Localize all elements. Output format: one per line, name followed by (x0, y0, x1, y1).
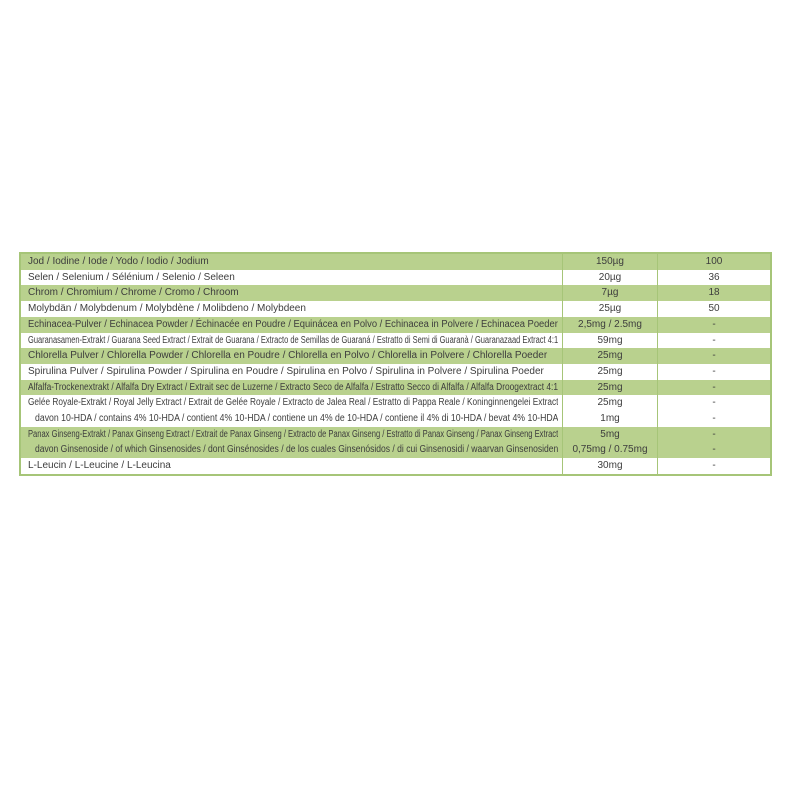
nrv-percent-cell (658, 317, 770, 333)
ingredient-name-cell (21, 348, 563, 364)
ingredient-name-cell (21, 285, 563, 301)
table-cell-line: 1mg (600, 413, 620, 425)
table-cell-line: 30mg (597, 460, 623, 472)
table-cell-line: Chlorella Pulver / Chlorella Powder / Chlorella en Poudre / Chlorella en Polvo / Chlorella in Polvere / Chlorella Poeder (28, 350, 548, 362)
nrv-percent-cell (658, 380, 770, 396)
table-cell-line: Selen / Selenium / Sélénium / Selenio / Seleen (28, 271, 235, 283)
table-cell-line: Echinacea-Pulver / Echinacea Powder / Échinacée en Poudre / Equinácea en Polvo / Echinacea in Polvere / Echinacea Poeder (28, 318, 558, 330)
table-cell-line: - (712, 365, 716, 377)
table-cell-line: 150µg (595, 256, 624, 267)
nrv-percent-cell (658, 458, 770, 474)
table-cell-line: Chrom / Chromium / Chrome / Cromo / Chroom (28, 287, 239, 299)
table-row (21, 380, 770, 396)
table-cell-line: - (712, 350, 716, 362)
table-row (21, 333, 770, 349)
table-cell-line: 0,75mg / 0.75mg (572, 444, 648, 456)
amount-cell (563, 317, 658, 333)
table-cell-line: Molybdän / Molybdenum / Molybdène / Molibdeno / Molybdeen (28, 303, 306, 315)
amount-cell (563, 364, 658, 380)
table-row (21, 395, 770, 426)
table-cell-line: 25mg (597, 365, 623, 377)
nrv-percent-cell (658, 427, 770, 458)
table-cell-line: Guaranasamen-Extrakt / Guarana Seed Extract / Extrait de Guarana / Extracto de Semillas de Guaraná / Estratto di Semi di Guaranà / Guaranazaad Extract 4:1 (28, 334, 558, 346)
ingredient-name-cell (21, 270, 563, 286)
table-cell-line: - (712, 460, 716, 472)
ingredient-name-cell (21, 301, 563, 317)
ingredient-name-cell (21, 395, 563, 426)
supplement-facts-table (19, 252, 772, 476)
amount-cell (563, 395, 658, 426)
amount-cell (563, 458, 658, 474)
ingredient-name-cell (21, 317, 563, 333)
table-cell-line: L-Leucin / L-Leucine / L-Leucina (28, 460, 171, 472)
ingredient-name-cell (21, 254, 563, 270)
amount-cell (563, 427, 658, 458)
table-row (21, 458, 770, 474)
amount-cell (563, 348, 658, 364)
table-row (21, 317, 770, 333)
amount-cell (563, 301, 658, 317)
table-row (21, 364, 770, 380)
table-row (21, 254, 770, 270)
table-row (21, 301, 770, 317)
table-cell-line: - (712, 444, 716, 456)
nrv-percent-cell (658, 270, 770, 286)
amount-cell (563, 285, 658, 301)
table-cell-line: 59mg (597, 334, 623, 346)
table-cell-line: - (712, 381, 716, 393)
table-cell-line: 25mg (597, 350, 623, 362)
table-cell-line: - (712, 318, 716, 330)
nrv-percent-cell (658, 285, 770, 301)
table-cell-line: Alfalfa-Trockenextrakt / Alfalfa Dry Extract / Extrait sec de Luzerne / Extracto Seco de Alfalfa / Estratto Secco di Alfalfa / Alfalfa Droogextract 4:1 (28, 381, 558, 393)
table-cell-line: - (712, 397, 716, 409)
table-cell-line: 25mg (597, 397, 623, 409)
table-cell-line: 20µg (598, 271, 622, 283)
nrv-percent-cell (658, 348, 770, 364)
nrv-percent-cell (658, 364, 770, 380)
nrv-percent-cell (658, 395, 770, 426)
nrv-percent-cell (658, 333, 770, 349)
table-cell-line: davon Ginsenoside / of which Ginsenosides / dont Ginsénosides / de los cuales Ginsenósidos / di cui Ginsenosidi / waarvan Ginsenosiden (35, 444, 558, 456)
table-cell-line: - (712, 334, 716, 346)
ingredient-name-cell (21, 427, 563, 458)
table-cell-line: - (712, 413, 716, 425)
table-cell-line: - (712, 428, 716, 440)
table-cell-line: 2,5mg / 2.5mg (578, 318, 642, 330)
table-row (21, 427, 770, 458)
amount-cell (563, 270, 658, 286)
ingredient-name-cell (21, 333, 563, 349)
amount-cell (563, 254, 658, 270)
table-cell-line: Jod / Iodine / Iode / Yodo / Iodio / Jodium (28, 256, 209, 267)
ingredient-name-cell (21, 458, 563, 474)
table-cell-line: 5mg (600, 428, 620, 440)
amount-cell (563, 380, 658, 396)
ingredient-name-cell (21, 364, 563, 380)
table-cell-line: 7µg (601, 287, 619, 299)
nrv-percent-cell (658, 301, 770, 317)
table-row (21, 285, 770, 301)
nrv-percent-cell (658, 254, 770, 270)
table-cell-line: 25mg (597, 381, 623, 393)
table-cell-line: 25µg (598, 303, 622, 315)
table-cell-line: Panax Ginseng-Extrakt / Panax Ginseng Extract / Extrait de Panax Ginseng / Extracto de Panax Ginseng / Estratto di Panax Ginseng / Panax Ginseng Extract (28, 428, 558, 440)
table-cell-line: Spirulina Pulver / Spirulina Powder / Spirulina en Poudre / Spirulina en Polvo / Spirulina in Polvere / Spirulina Poeder (28, 365, 544, 377)
table-cell-line: 36 (708, 271, 720, 283)
table-cell-line: Gelée Royale-Extrakt / Royal Jelly Extract / Extrait de Gelée Royale / Extracto de Jalea Real / Estratto di Pappa Reale / Koninginnengelei Extract (28, 397, 558, 409)
table-cell-line: 18 (708, 287, 720, 299)
table-cell-line: 100 (705, 256, 723, 267)
ingredient-name-cell (21, 380, 563, 396)
amount-cell (563, 333, 658, 349)
table-cell-line: 50 (708, 303, 720, 315)
table-row (21, 270, 770, 286)
table-row (21, 348, 770, 364)
table-cell-line: davon 10-HDA / contains 4% 10-HDA / contient 4% 10-HDA / contiene un 4% de 10-HDA / contiene il 4% di 10-HDA / bevat 4% 10-HDA (35, 413, 558, 425)
